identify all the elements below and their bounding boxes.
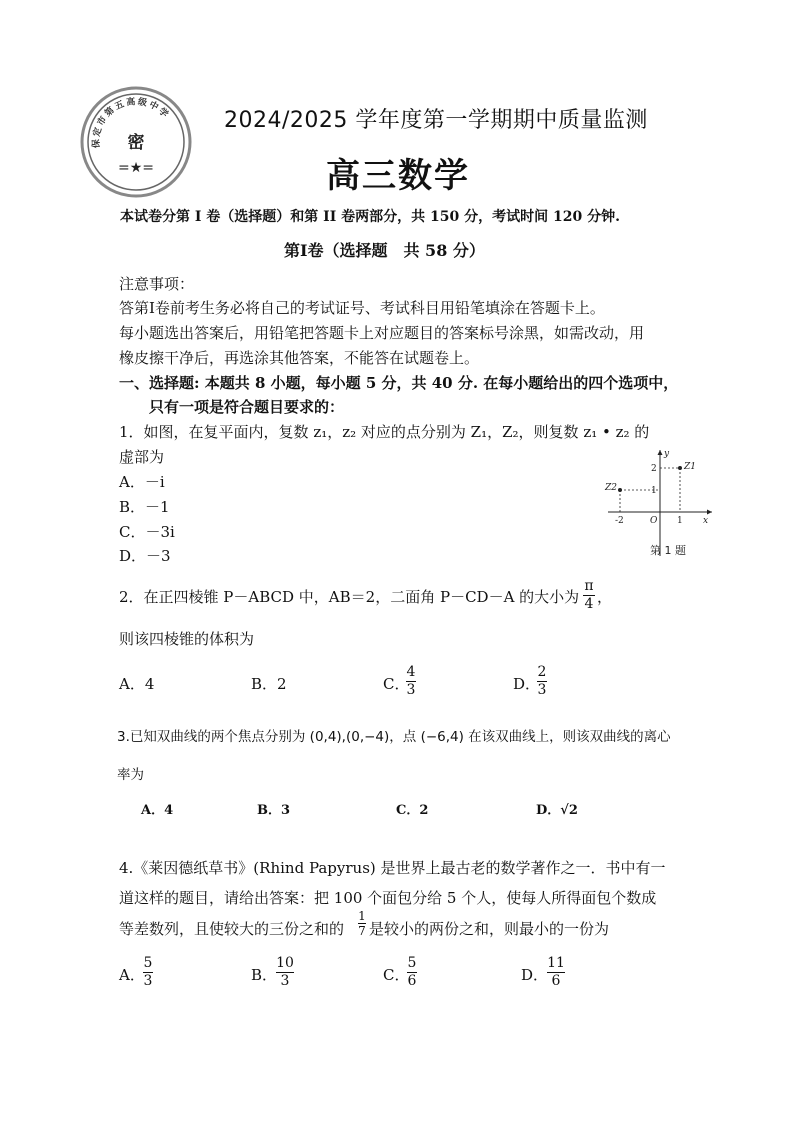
figure-z1-label: Z1 — [684, 462, 696, 472]
notes-line-1: 答第Ⅰ卷前考生务必将自己的考试证号、考试科目用铅笔填涂在答题卡上。 — [119, 299, 605, 317]
q2-option-d-label: D． — [513, 675, 541, 693]
seal-ring-text: 保定市第五高级中学 — [91, 97, 172, 149]
q4-frac-den: 7 — [358, 924, 366, 938]
q2-stem-text: 2．在正四棱锥 P－ABCD 中，AB＝2，二面角 P－CD－A 的大小为 — [119, 588, 580, 606]
q4-option-d-fraction — [547, 955, 565, 990]
q2-option-b: B．2 — [251, 675, 287, 693]
q2-stem — [119, 586, 579, 607]
figure-x-label: x — [703, 516, 709, 526]
q2-option-d-den: 3 — [537, 682, 547, 698]
figure-tick-y1: 1 — [651, 486, 657, 496]
q4-stem-3a: 等差数列，且使较大的三份之和的 — [119, 920, 345, 938]
figure-tick-y2: 2 — [651, 464, 657, 474]
q4-stem-2: 道这样的题目，请给出答案：把 100 个面包分给 5 个人，使每人所得面包个数成 — [119, 889, 657, 907]
q4-option-c-den: 6 — [407, 973, 417, 989]
point-z2 — [618, 488, 622, 492]
notes-line-2: 每小题选出答案后，用铅笔把答题卡上对应题目的答案标号涂黑，如需改动，用 — [119, 324, 645, 342]
q1-option-b: B．－1 — [119, 498, 170, 516]
q4-option-d-num: 11 — [547, 955, 565, 971]
q4-option-c-label: C． — [383, 966, 410, 984]
q4-fraction — [358, 909, 366, 938]
q2-option-c-label: C． — [383, 675, 410, 693]
q1-option-c: C．－3i — [119, 523, 175, 541]
q4-option-d-label: D． — [521, 966, 549, 984]
q4-stem: 4.《莱因德纸草书》(Rhind Papyrus) 是世界上最古老的数学著作之一．书中有一 — [119, 859, 666, 877]
q1-option-d: D．－3 — [119, 547, 171, 565]
q2-option-d-num: 2 — [537, 664, 547, 680]
figure-tick-neg2: -2 — [615, 516, 624, 526]
q4-option-b-label: B． — [251, 966, 278, 984]
part1-instructions: 一、选择题: 本题共 8 小题，每小题 5 分，共 40 分. 在每小题给出的四个选项中， — [119, 374, 679, 392]
q1-option-a: A．－i — [119, 473, 165, 491]
q1-stem: 1．如图，在复平面内，复数 z₁，z₂ 对应的点分别为 Z₁，Z₂，则复数 z₁ • z₂ 的 — [119, 423, 650, 441]
q4-option-b-num: 10 — [276, 955, 294, 971]
q3-option-d: D．√2 — [536, 803, 578, 818]
q3-option-b: B．3 — [257, 803, 291, 818]
q2-option-c-fraction — [406, 664, 416, 699]
q4-option-a-label: A． — [119, 966, 145, 984]
notes-heading: 注意事项： — [119, 275, 195, 293]
q3-stem: 3.已知双曲线的两个焦点分别为 (0,4),(0,−4)，点 (−6,4) 在该双曲线上，则该双曲线的离心 — [117, 729, 671, 745]
figure-origin: O — [650, 516, 658, 526]
part1-instructions-2: 只有一项是符合题目要求的： — [149, 398, 345, 416]
q2-angle-fraction — [583, 578, 595, 613]
exam-title: 2024/2025 学年度第一学期期中质量监测 — [224, 108, 648, 133]
q2-option-a: A．4 — [119, 675, 155, 693]
seal-center-text: 密 — [127, 133, 145, 153]
figure-caption: 第 1 题 — [650, 544, 686, 557]
q4-option-b-den: 3 — [280, 973, 290, 989]
q4-option-a-den: 3 — [143, 973, 153, 989]
q3-option-c: C．2 — [396, 803, 429, 818]
q2-angle-num: π — [584, 578, 594, 594]
q3-stem-2: 率为 — [117, 767, 144, 783]
figure-tick-1: 1 — [677, 516, 683, 526]
exam-intro: 本试卷分第 I 卷（选择题）和第 II 卷两部分，共 150 分，考试时间 120 分钟. — [120, 209, 620, 225]
q4-option-c-num: 5 — [407, 955, 417, 971]
q4-frac-num: 1 — [358, 909, 366, 923]
school-seal — [80, 86, 192, 198]
q4-option-a-fraction — [143, 955, 153, 990]
notes-line-3: 橡皮擦干净后，再选涂其他答案，不能答在试题卷上。 — [119, 349, 480, 367]
q2-angle-den: 4 — [584, 596, 594, 612]
q2-option-c-den: 3 — [406, 682, 416, 698]
q2-option-d-fraction — [537, 664, 547, 699]
seal-star: =★= — [117, 160, 155, 176]
q4-option-a-num: 5 — [143, 955, 153, 971]
q2-comma: ， — [597, 588, 613, 606]
q2-stem-2: 则该四棱锥的体积为 — [119, 630, 255, 648]
q4-option-c-fraction — [407, 955, 417, 990]
figure-y-label: y — [664, 449, 670, 459]
subject-title: 高三数学 — [326, 156, 470, 196]
q4-option-d-den: 6 — [551, 973, 561, 989]
q4-stem-3b: 是较小的两份之和，则最小的一份为 — [369, 920, 610, 938]
q1-complex-plane-figure — [600, 446, 720, 564]
figure-z2-label: Z2 — [605, 483, 617, 493]
q3-option-a: A．4 — [141, 803, 174, 818]
point-z1 — [678, 466, 682, 470]
q1-stem-2: 虚部为 — [119, 448, 165, 466]
q2-option-c-num: 4 — [406, 664, 416, 680]
q4-option-b-fraction — [276, 955, 294, 990]
section-heading: 第Ⅰ卷（选择题 共 58 分） — [284, 241, 485, 260]
